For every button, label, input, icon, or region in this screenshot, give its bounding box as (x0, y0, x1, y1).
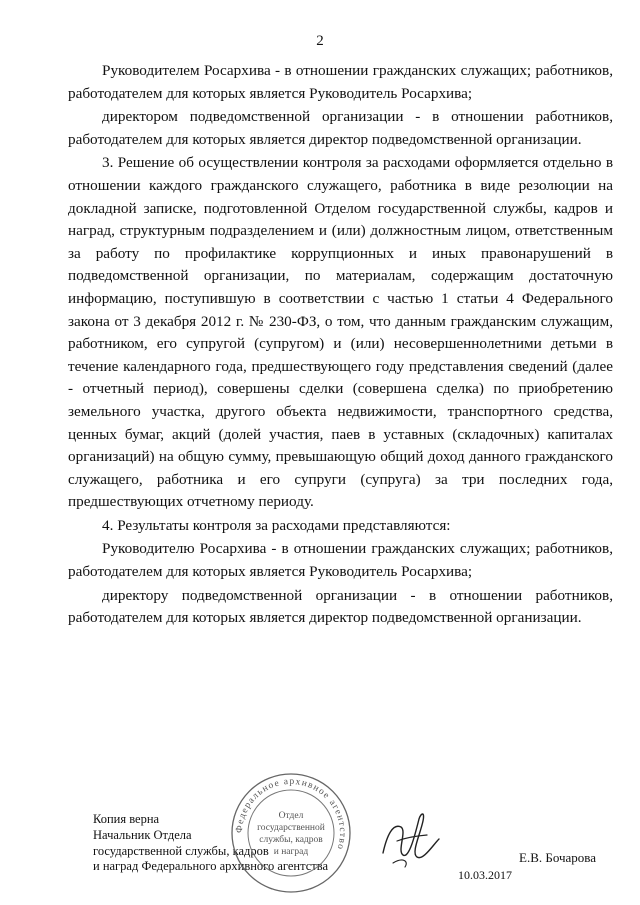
page-number: 2 (316, 33, 324, 49)
signature-date: 10.03.2017 (458, 868, 512, 882)
paragraph: 3. Решение об осуществлении контроля за расходами оформляется отдельно в отношении каждого гражданского служащего, работника в виде резолюции на докладной записке, подготовленной Отделом государственной службы, кадров и наград, структурным подразделением и (или) должностным лицом, ответственным за работу по профилактике коррупционных и иных правонарушений в подведомственной организации, по материалам, содержащим достаточную информацию, поступившую в соответствии с частью 1 статьи 4 Федерального закона от 3 декабря 2012 г. № 230-ФЗ, о том, что данным гражданским служащим, работником, его супругой (супругом) и (или) несовершеннолетними детьми в течение календарного года, предшествующего году представления сведений (далее - отчетный период), совершены сделки (совершена сделка) по приобретению земельного участка, другого объекта недвижимости, транспортного средства, ценных бумаг, акций (долей участия, паев в уставных (складочных) капиталах организаций) на общую сумму, превышающую общий доход данного гражданского служащего, работника и его супруги (супруга) за три последних года, предшествующих отчетному периоду. (68, 154, 613, 511)
round-stamp (228, 770, 354, 896)
document-body (68, 60, 613, 631)
copy-line: государственной службы, кадров (93, 843, 269, 858)
stamp-line: государственной (257, 823, 325, 833)
copy-line: Копия верна (93, 812, 160, 826)
svg-text:Федеральное архивное агентство (235, 777, 347, 851)
copy-certification (93, 812, 328, 875)
copy-line: Начальник Отдела (93, 827, 192, 842)
paragraph: директором подведомственной организации - в отношении работников, работодателем для которых является директор подведомственной организации. (68, 108, 613, 148)
stamp-ring-text: Федеральное архивное агентство (234, 776, 348, 852)
paragraph: директору подведомственной организации - в отношении работников, работодателем для которых является директор подведомственной организации. (68, 586, 613, 627)
copy-line: и наград Федерального архивного агентства (93, 859, 329, 874)
paragraph: Руководителем Росархива - в отношении гражданских служащих; работников, работодателем для которых является Руководитель Росархива; (68, 62, 613, 102)
stamp-line: службы, кадров (259, 835, 323, 845)
paragraph: 4. Результаты контроля за расходами представляются: (102, 516, 451, 534)
stamp-line: Отдел (278, 811, 304, 821)
stamp-line: и наград (273, 847, 309, 857)
signer-name: Е.В. Бочарова (519, 850, 597, 865)
paragraph: Руководителю Росархива - в отношении гражданских служащих; работников, работодателем для которых является Руководитель Росархива; (68, 540, 613, 581)
handwritten-signature (375, 805, 445, 875)
